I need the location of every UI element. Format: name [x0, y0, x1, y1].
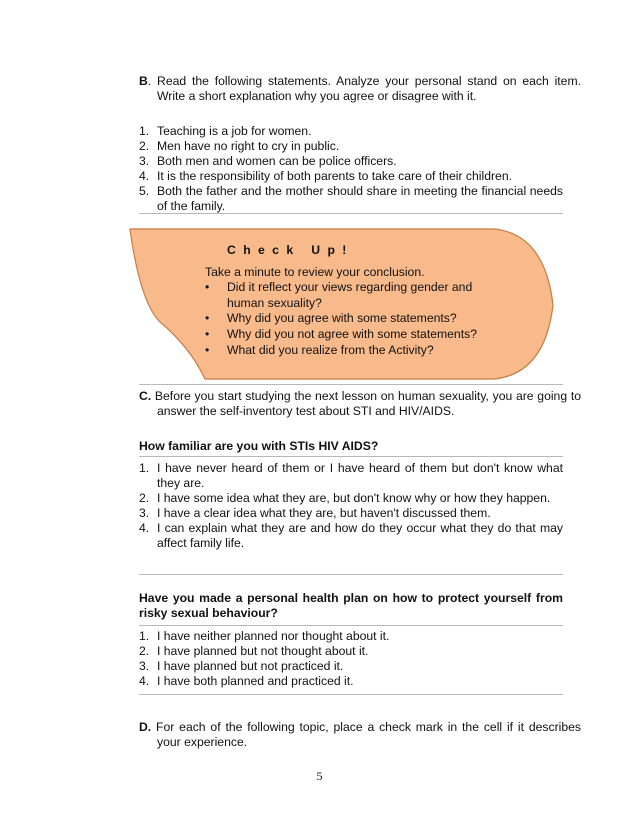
bullet-icon: •: [205, 311, 210, 326]
health-plan-options: [139, 629, 563, 689]
list-item: 4. I can explain what they are and how do they occur what they do that may affect family life.: [139, 521, 563, 550]
list-item: 4. It is the responsibility of both parents to take care of their children.: [139, 169, 512, 183]
divider: [139, 574, 563, 575]
list-item: • What did you realize from the Activity?: [205, 342, 434, 357]
section-b-intro: B. Read the following statements. Analyze your personal stand on each item. Write a short explanation why you agree or disagree with it.: [139, 74, 581, 103]
list-item: • Did it reflect your views regarding gender and human sexuality?: [205, 280, 473, 310]
divider: [139, 213, 563, 214]
list-item: 1. Teaching is a job for women.: [139, 124, 312, 138]
section-b-letter: B: [139, 74, 148, 88]
section-d-intro: D. For each of the following topic, place a check mark in the cell if it describes your experience.: [139, 720, 581, 749]
section-c-letter: C.: [139, 389, 152, 403]
page-number: 5: [316, 769, 323, 783]
list-item: 5. Both the father and the mother should share in meeting the financial needs of the family.: [139, 184, 563, 213]
check-up-lead: Take a minute to review your conclusion.: [205, 264, 425, 279]
check-up-bullets: [205, 280, 505, 358]
list-item: 1. I have never heard of them or I have heard of them but don't know what they are.: [139, 461, 563, 490]
list-item: 2. Men have no right to cry in public.: [139, 139, 340, 153]
question-familiarity: How familiar are you with STIs HIV AIDS?: [139, 439, 379, 453]
bullet-icon: •: [205, 342, 210, 357]
check-up-title: C h e c k U p !: [227, 243, 349, 257]
divider: [139, 456, 563, 457]
list-item: 2. I have some idea what they are, but don't know why or how they happen.: [139, 491, 551, 505]
list-item: 3. Both men and women can be police officers.: [139, 154, 397, 168]
section-d-letter: D.: [139, 720, 152, 734]
list-item: 1. I have neither planned nor thought about it.: [139, 629, 390, 643]
list-item: 2. I have planned but not thought about it.: [139, 644, 369, 658]
familiarity-options: [139, 461, 563, 551]
divider: [139, 384, 563, 385]
check-up-panel: [205, 243, 505, 358]
section-c-intro: C. Before you start studying the next lesson on human sexuality, you are going to answer the self-inventory test about STI and HIV/AIDS.: [139, 389, 581, 418]
divider: [139, 625, 563, 626]
bullet-icon: •: [205, 326, 210, 341]
list-item: 3. I have a clear idea what they are, but haven't discussed them.: [139, 506, 491, 520]
question-health-plan: Have you made a personal health plan on how to protect yourself from risky sexual behaviour?: [139, 591, 563, 620]
divider: [139, 694, 563, 695]
list-item: 3. I have planned but not practiced it.: [139, 659, 344, 673]
bullet-icon: •: [205, 280, 210, 295]
list-item: • Why did you not agree with some statements?: [205, 326, 477, 341]
section-b-list: [139, 124, 563, 214]
list-item: 4. I have both planned and practiced it.: [139, 674, 354, 688]
list-item: • Why did you agree with some statements?: [205, 311, 457, 326]
